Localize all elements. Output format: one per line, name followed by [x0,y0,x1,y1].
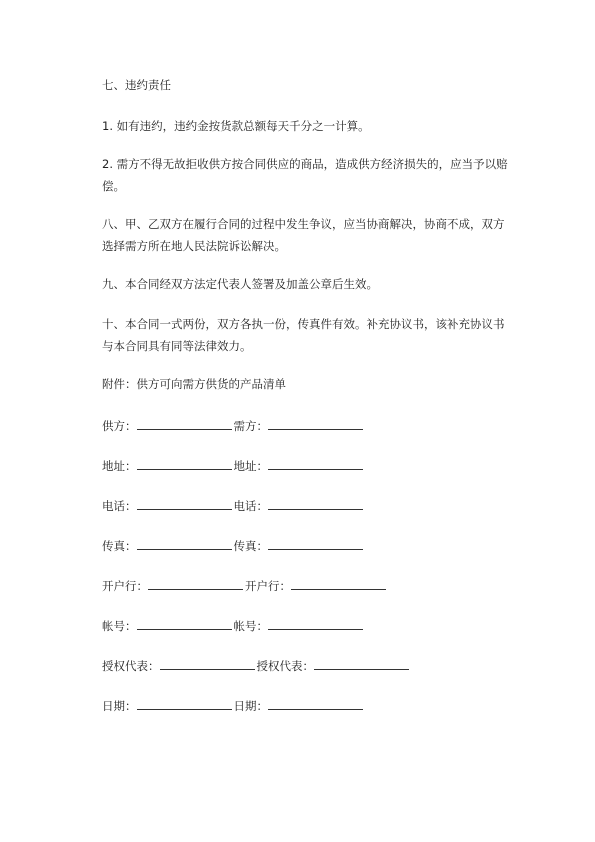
clause-9: 九、本合同经双方法定代表人签署及加盖公章后生效。 [102,277,378,291]
signature-label-right: 日期： [233,699,268,713]
signature-blank-left [137,498,232,510]
signature-blank-right [268,498,363,510]
signature-label-left: 地址： [102,459,137,473]
signature-label-left: 日期： [102,699,137,713]
signature-blank-left [148,578,243,590]
signature-label-left: 授权代表： [102,659,160,673]
clause-item-1: 1. 如有违约，违约金按货款总额每天千分之一计算。 [102,119,370,133]
signature-label-left: 传真： [102,539,137,553]
signature-row-party [102,417,365,435]
signature-blank-left [137,418,232,430]
signature-row-fax [102,537,365,555]
signature-blank-left [160,658,255,670]
signature-blank-right [268,618,363,630]
signature-label-left: 开户行： [102,579,148,593]
signature-label-right: 帐号： [233,619,268,633]
signature-row-bank [102,577,388,595]
signature-label-left: 帐号： [102,619,137,633]
signature-blank-left [137,618,232,630]
signature-label-left: 电话： [102,499,137,513]
signature-label-right: 需方： [233,419,268,433]
signature-label-right: 地址： [233,459,268,473]
signature-label-right: 开户行： [245,579,291,593]
attachment-line: 附件：供方可向需方供货的产品清单 [102,377,286,391]
signature-blank-right [291,578,386,590]
signature-row-phone [102,497,365,515]
clause-8: 八、甲、乙双方在履行合同的过程中发生争议，应当协商解决，协商不成，双方选择需方所在地人民法院诉讼解决。 [102,217,505,253]
signature-row-date [102,697,365,715]
clause-10: 十、本合同一式两份，双方各执一份，传真件有效。补充协议书，该补充协议书与本合同具有同等法律效力。 [102,317,505,353]
signature-blank-left [137,458,232,470]
signature-blank-right [268,458,363,470]
signature-row-account [102,617,365,635]
signature-row-representative [102,657,411,675]
signature-label-left: 供方： [102,419,137,433]
signature-blank-right [268,538,363,550]
clause-item-2: 2. 需方不得无故拒收供方按合同供应的商品，造成供方经济损失的，应当予以赔偿。 [102,157,508,193]
signature-row-address [102,457,365,475]
signature-blank-right [314,658,409,670]
signature-label-right: 授权代表： [256,659,314,673]
signature-blank-right [268,698,363,710]
section-heading-breach: 七、违约责任 [102,78,171,92]
signature-blank-left [137,538,232,550]
signature-blank-left [137,698,232,710]
signature-label-right: 电话： [233,499,268,513]
signature-blank-right [268,418,363,430]
signature-label-right: 传真： [233,539,268,553]
